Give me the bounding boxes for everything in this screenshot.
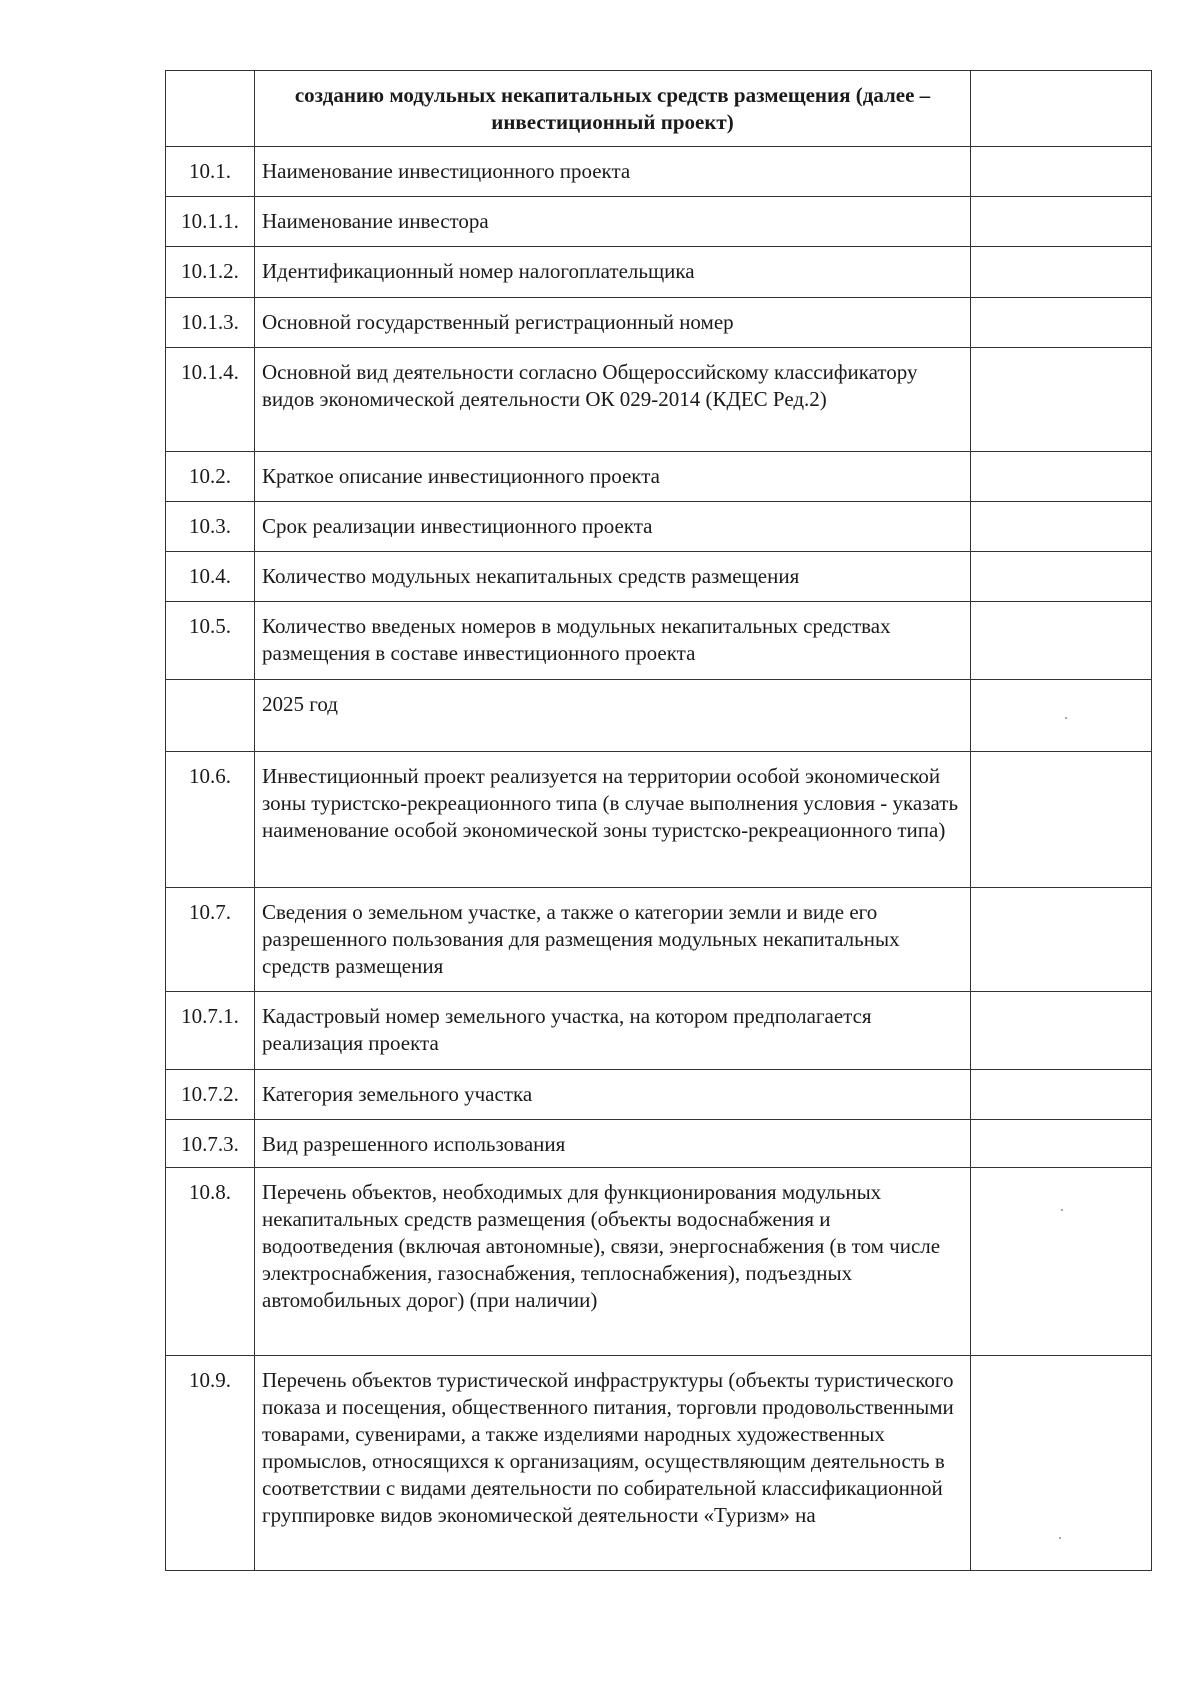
investment-project-form-table bbox=[165, 70, 1152, 1571]
table-row bbox=[166, 1168, 1152, 1356]
table-row bbox=[166, 1070, 1152, 1120]
table-row bbox=[166, 992, 1152, 1070]
value-cell[interactable] bbox=[971, 452, 1152, 502]
value-cell[interactable] bbox=[971, 992, 1152, 1070]
value-cell[interactable] bbox=[971, 298, 1152, 348]
row-number-cell: 10.1.2. bbox=[166, 247, 255, 298]
table-row bbox=[166, 1120, 1152, 1168]
row-description-cell: Количество введеных номеров в модульных некапитальных средствах размещения в составе инвестиционного проекта bbox=[255, 602, 971, 680]
section-title: созданию модульных некапитальных средств размещения (далее – инвестиционный проект) bbox=[255, 71, 971, 147]
table-row bbox=[166, 247, 1152, 298]
row-number-cell bbox=[166, 71, 255, 147]
row-number-cell: 10.1.4. bbox=[166, 348, 255, 452]
table-row bbox=[166, 680, 1152, 752]
row-description-cell: Наименование инвестиционного проекта bbox=[255, 147, 971, 197]
row-number-cell: 10.1. bbox=[166, 147, 255, 197]
table-row bbox=[166, 298, 1152, 348]
value-cell[interactable] bbox=[971, 348, 1152, 452]
row-number-cell: 10.3. bbox=[166, 502, 255, 552]
row-number-cell: 10.5. bbox=[166, 602, 255, 680]
row-description-cell: Срок реализации инвестиционного проекта bbox=[255, 502, 971, 552]
value-cell[interactable] bbox=[971, 602, 1152, 680]
table-row bbox=[166, 752, 1152, 888]
table-row bbox=[166, 502, 1152, 552]
row-description-cell: 2025 год bbox=[255, 680, 971, 752]
value-cell[interactable] bbox=[971, 1070, 1152, 1120]
row-description-cell: Вид разрешенного использования bbox=[255, 1120, 971, 1168]
value-cell[interactable] bbox=[971, 888, 1152, 992]
row-description-cell: Наименование инвестора bbox=[255, 197, 971, 247]
table-row bbox=[166, 552, 1152, 602]
row-number-cell bbox=[166, 680, 255, 752]
value-cell[interactable] bbox=[971, 1356, 1152, 1571]
table-row bbox=[166, 452, 1152, 502]
row-description-cell: Перечень объектов, необходимых для функционирования модульных некапитальных средств размещения (объекты водоснабжения и водоотведения (включая автономные), связи, энергоснабжения (в том числе электроснабжения, газоснабжения, теплоснабжения), подъездных автомобильных дорог) (при наличии) bbox=[255, 1168, 971, 1356]
row-description-cell: Категория земельного участка bbox=[255, 1070, 971, 1120]
row-description-cell: Сведения о земельном участке, а также о категории земли и виде его разрешенного пользования для размещения модульных некапитальных средств размещения bbox=[255, 888, 971, 992]
row-description-cell: Основной вид деятельности согласно Общероссийскому классификатору видов экономической деятельности ОК 029-2014 (КДЕС Ред.2) bbox=[255, 348, 971, 452]
value-cell bbox=[971, 71, 1152, 147]
value-cell[interactable] bbox=[971, 502, 1152, 552]
row-number-cell: 10.7. bbox=[166, 888, 255, 992]
table-row bbox=[166, 888, 1152, 992]
row-description-cell: Кадастровый номер земельного участка, на котором предполагается реализация проекта bbox=[255, 992, 971, 1070]
row-description-cell: Основной государственный регистрационный номер bbox=[255, 298, 971, 348]
row-number-cell: 10.9. bbox=[166, 1356, 255, 1571]
row-number-cell: 10.7.2. bbox=[166, 1070, 255, 1120]
row-number-cell: 10.7.3. bbox=[166, 1120, 255, 1168]
row-number-cell: 10.8. bbox=[166, 1168, 255, 1356]
row-number-cell: 10.6. bbox=[166, 752, 255, 888]
row-number-cell: 10.4. bbox=[166, 552, 255, 602]
value-cell[interactable] bbox=[971, 752, 1152, 888]
row-number-cell: 10.2. bbox=[166, 452, 255, 502]
row-description-cell: Количество модульных некапитальных средств размещения bbox=[255, 552, 971, 602]
row-description-cell: Краткое описание инвестиционного проекта bbox=[255, 452, 971, 502]
row-description-cell: Идентификационный номер налогоплательщика bbox=[255, 247, 971, 298]
row-description-cell: Инвестиционный проект реализуется на территории особой экономической зоны туристско-рекреационного типа (в случае выполнения условия - указать наименование особой экономической зоны туристско-рекреационного типа) bbox=[255, 752, 971, 888]
value-cell[interactable] bbox=[971, 197, 1152, 247]
row-description-cell: Перечень объектов туристической инфраструктуры (объекты туристического показа и посещения, общественного питания, торговли продовольственными товарами, сувенирами, а также изделиями народных художественных промыслов, относящихся к организациям, осуществляющим деятельность в соответствии с видами деятельности по собирательной классификационной группировке видов экономической деятельности «Туризм» на bbox=[255, 1356, 971, 1571]
scan-speck bbox=[1059, 1537, 1061, 1539]
table-row bbox=[166, 1356, 1152, 1571]
scan-speck bbox=[1065, 717, 1067, 719]
row-number-cell: 10.1.1. bbox=[166, 197, 255, 247]
row-number-cell: 10.7.1. bbox=[166, 992, 255, 1070]
value-cell[interactable] bbox=[971, 1168, 1152, 1356]
row-number-cell: 10.1.3. bbox=[166, 298, 255, 348]
value-cell[interactable] bbox=[971, 680, 1152, 752]
table-row bbox=[166, 197, 1152, 247]
value-cell[interactable] bbox=[971, 247, 1152, 298]
scan-speck bbox=[1061, 1209, 1063, 1211]
table-row bbox=[166, 602, 1152, 680]
value-cell[interactable] bbox=[971, 1120, 1152, 1168]
value-cell[interactable] bbox=[971, 552, 1152, 602]
table-header-row bbox=[166, 71, 1152, 147]
table-row bbox=[166, 348, 1152, 452]
table-row bbox=[166, 147, 1152, 197]
value-cell[interactable] bbox=[971, 147, 1152, 197]
